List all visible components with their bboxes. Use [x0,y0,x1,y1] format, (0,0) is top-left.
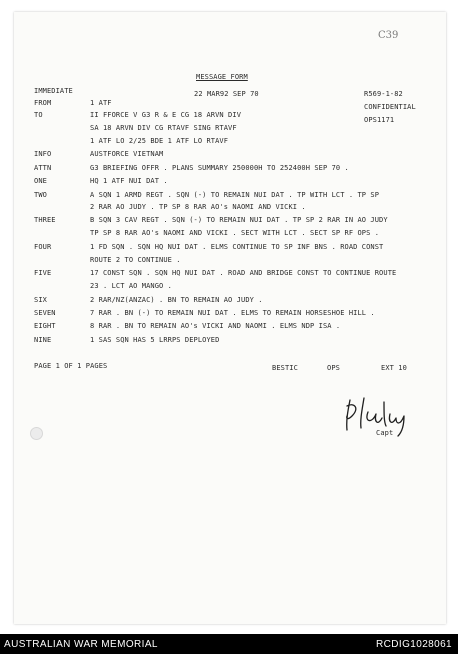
ops-number: OPS1171 [364,116,395,124]
date-time-group: 22 MAR92 SEP 70 [194,90,259,98]
precedence-label: IMMEDIATE [34,87,73,95]
line-label: FROM [34,99,52,107]
line-label: TO [34,111,43,119]
line-text: 17 CONST SQN . SQN HQ NUI DAT . ROAD AND BRIDGE CONST TO CONTINUE ROUTE [90,269,397,277]
punch-hole [30,427,43,440]
signature-rank: Capt [376,429,394,437]
corner-folio-mark: C39 [378,30,399,41]
line-text: 1 ATF [90,99,112,107]
line-text: 1 FD SQN . SQN HQ NUI DAT . ELMS CONTINUE TO SP INF BNS . ROAD CONST [90,243,384,251]
archive-footer-bar [0,634,458,654]
file-reference: R569-1-82 [364,90,403,98]
line-text: A SQN 1 ARMD REGT . SQN (-) TO REMAIN NUI DAT . TP WITH LCT . TP SP [90,191,380,199]
line-text: G3 BRIEFING OFFR . PLANS SUMMARY 250000H TO 252400H SEP 70 . [90,164,349,172]
line-label: NINE [34,336,52,344]
line-text: 1 SAS SQN HAS 5 LRRPS DEPLOYED [90,336,220,344]
line-label: INFO [34,150,52,158]
archive-institution: AUSTRALIAN WAR MEMORIAL [4,639,158,650]
line-label: SIX [34,296,47,304]
line-label: SEVEN [34,309,56,317]
security-classification: CONFIDENTIAL [364,103,416,111]
line-text: 7 RAR . BN (-) TO REMAIN NUI DAT . ELMS TO REMAIN HORSESHOE HILL . [90,309,375,317]
originating-section: OPS [327,364,340,372]
line-text: HQ 1 ATF NUI DAT . [90,177,168,185]
line-text: 23 . LCT AO MANGO . [90,282,172,290]
page-count: PAGE 1 OF 1 PAGES [34,362,108,370]
form-title: MESSAGE FORM [196,73,248,81]
line-text: SA 18 ARVN DIV CG RTAVF SING RTAVF [90,124,237,132]
telephone-extension: EXT 10 [381,364,407,372]
line-text: 2 RAR/NZ(ANZAC) . BN TO REMAIN AO JUDY . [90,296,263,304]
line-label: FIVE [34,269,52,277]
line-label: FOUR [34,243,52,251]
line-text: 2 RAR AO JUDY . TP SP 8 RAR AO's NAOMI AND VICKI . [90,203,306,211]
line-text: B SQN 3 CAV REGT . SQN (-) TO REMAIN NUI DAT . TP SP 2 RAR IN AO JUDY [90,216,388,224]
line-label: ONE [34,177,47,185]
line-text: ROUTE 2 TO CONTINUE . [90,256,181,264]
line-label: TWO [34,191,47,199]
archive-record-id: RCDIG1028061 [376,639,452,650]
line-text: 8 RAR . BN TO REMAIN AO's VICKI AND NAOMI . ELMS NDP ISA . [90,322,341,330]
line-text: 1 ATF LO 2/25 BDE 1 ATF LO RTAVF [90,137,229,145]
line-label: ATTN [34,164,52,172]
line-text: AUSTFORCE VIETNAM [90,150,164,158]
originator-name: BESTIC [272,364,298,372]
line-label: THREE [34,216,56,224]
line-text: II FFORCE V G3 R & E CG 18 ARVN DIV [90,111,242,119]
line-label: EIGHT [34,322,56,330]
line-text: TP SP 8 RAR AO's NAOMI AND VICKI . SECT WITH LCT . SECT SP RF OPS . [90,229,380,237]
